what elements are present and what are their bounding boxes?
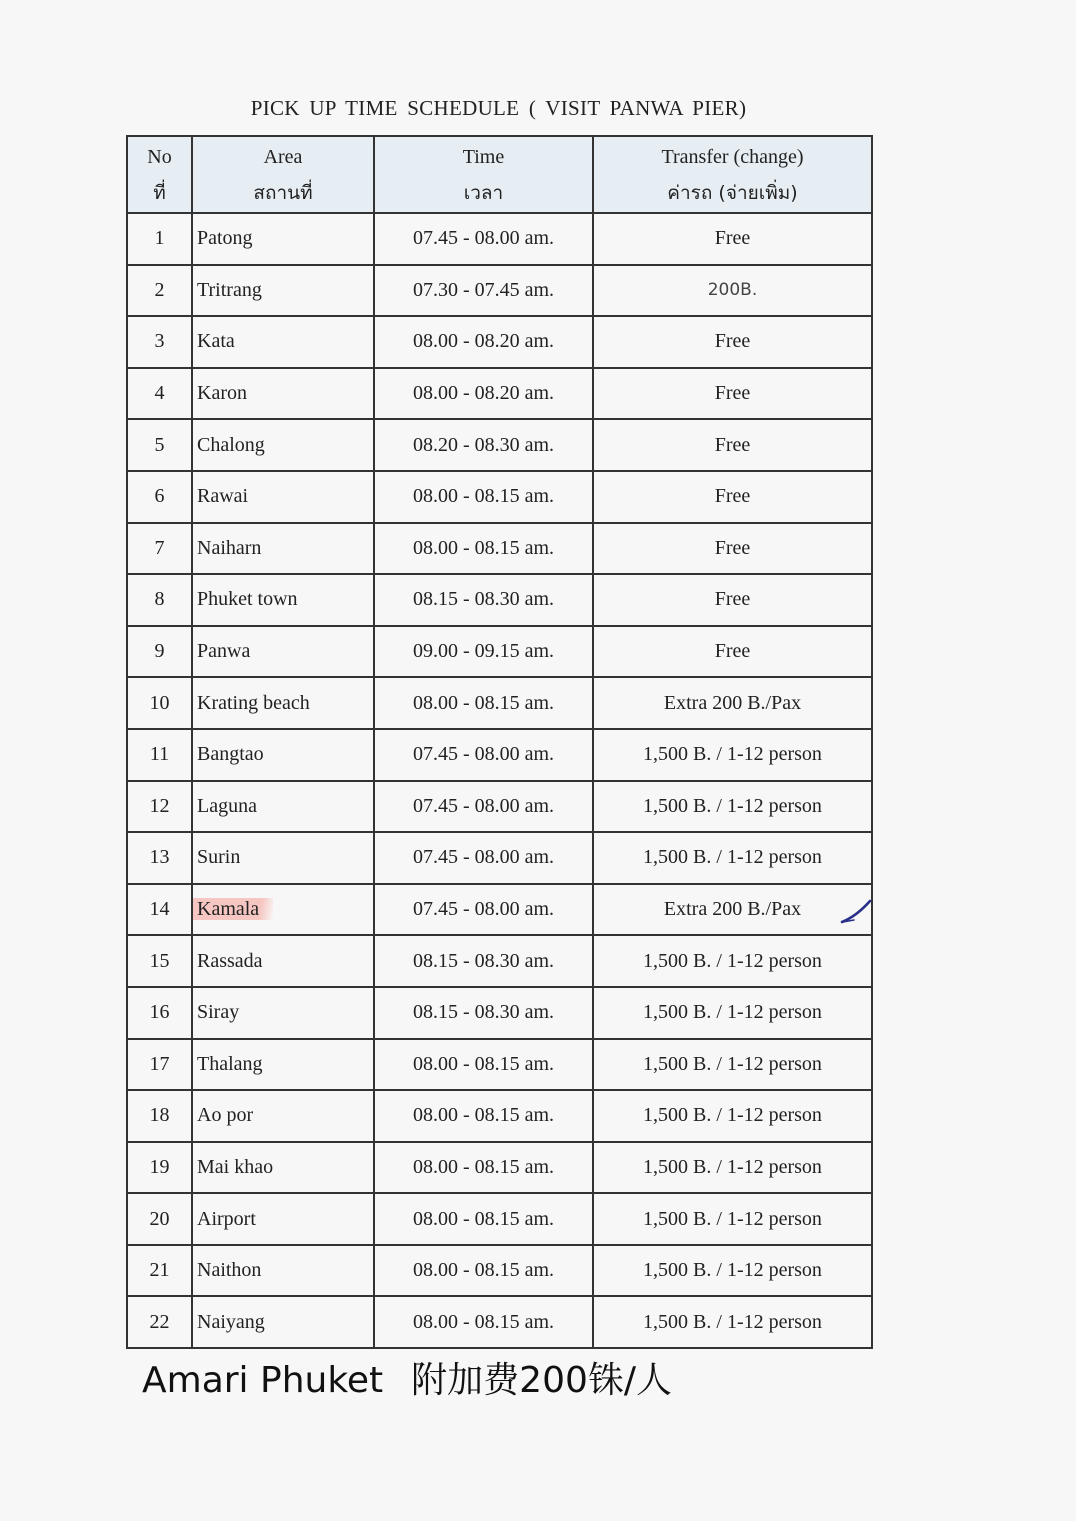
row-area-text: Naiharn bbox=[197, 536, 262, 559]
row-time-cell bbox=[374, 781, 593, 833]
row-area-text: Patong bbox=[197, 227, 253, 250]
header-time-en: Time bbox=[462, 145, 505, 168]
row-area-text: Rassada bbox=[197, 949, 263, 972]
row-no-text: 6 bbox=[154, 485, 165, 508]
row-no-cell bbox=[127, 523, 192, 575]
row-time-text: 08.00 - 08.15 am. bbox=[412, 536, 555, 559]
row-area-cell bbox=[192, 626, 374, 678]
row-no-cell bbox=[127, 316, 192, 368]
note-hotel: Amari Phuket bbox=[142, 1360, 384, 1401]
row-area-cell bbox=[192, 1296, 374, 1348]
header-fee-en: Transfer (change) bbox=[661, 145, 804, 168]
row-no-cell bbox=[127, 1245, 192, 1297]
row-time-text: 08.00 - 08.15 am. bbox=[412, 1155, 555, 1178]
row-fee-cell bbox=[593, 677, 872, 729]
header-no-th: ที่ bbox=[153, 181, 166, 204]
row-no-text: 18 bbox=[149, 1104, 170, 1127]
pen-check-mark bbox=[840, 898, 872, 926]
row-time-text: 08.00 - 08.20 am. bbox=[412, 382, 555, 405]
row-area-cell bbox=[192, 419, 374, 471]
row-area-cell bbox=[192, 987, 374, 1039]
row-no-cell bbox=[127, 1193, 192, 1245]
row-area-text: Laguna bbox=[197, 794, 257, 817]
row-area-cell bbox=[192, 523, 374, 575]
table-row bbox=[127, 419, 872, 471]
row-time-text: 08.15 - 08.30 am. bbox=[412, 588, 555, 611]
row-no-cell bbox=[127, 729, 192, 781]
row-no-cell bbox=[127, 368, 192, 420]
row-area-cell bbox=[192, 729, 374, 781]
row-time-cell bbox=[374, 935, 593, 987]
row-time-cell bbox=[374, 419, 593, 471]
row-fee-text: Free bbox=[714, 485, 751, 508]
table-row bbox=[127, 1296, 872, 1348]
row-no-cell bbox=[127, 1039, 192, 1091]
surcharge-note bbox=[142, 1352, 672, 1403]
row-fee-cell bbox=[593, 626, 872, 678]
row-no-cell bbox=[127, 781, 192, 833]
row-time-text: 07.45 - 08.00 am. bbox=[412, 743, 555, 766]
row-no-cell bbox=[127, 677, 192, 729]
row-time-cell bbox=[374, 265, 593, 317]
row-time-cell bbox=[374, 626, 593, 678]
header-no bbox=[127, 136, 192, 213]
row-no-cell bbox=[127, 471, 192, 523]
row-time-text: 08.00 - 08.15 am. bbox=[412, 1104, 555, 1127]
row-fee-text: Free bbox=[714, 330, 751, 353]
row-no-text: 11 bbox=[149, 743, 170, 766]
pickup-schedule-table bbox=[126, 135, 873, 1349]
table-row bbox=[127, 987, 872, 1039]
row-area-cell bbox=[192, 213, 374, 265]
row-time-text: 08.15 - 08.30 am. bbox=[412, 1001, 555, 1024]
row-time-text: 07.45 - 08.00 am. bbox=[412, 846, 555, 869]
row-time-cell bbox=[374, 316, 593, 368]
row-no-cell bbox=[127, 419, 192, 471]
row-fee-cell bbox=[593, 884, 872, 936]
row-fee-text: 1,500 B. / 1-12 person bbox=[643, 1310, 822, 1333]
row-area-text: Surin bbox=[197, 846, 241, 869]
row-no-text: 1 bbox=[154, 227, 165, 250]
row-no-text: 17 bbox=[149, 1052, 170, 1075]
table-row bbox=[127, 265, 872, 317]
row-area-cell bbox=[192, 1090, 374, 1142]
table-header-row bbox=[127, 136, 872, 213]
row-area-text: Krating beach bbox=[197, 691, 310, 714]
table-row bbox=[127, 781, 872, 833]
table-row bbox=[127, 471, 872, 523]
table-row bbox=[127, 884, 872, 936]
row-fee-text: Free bbox=[714, 640, 751, 663]
row-no-cell bbox=[127, 626, 192, 678]
row-area-cell bbox=[192, 471, 374, 523]
row-time-cell bbox=[374, 832, 593, 884]
row-no-text: 8 bbox=[154, 588, 165, 611]
row-no-text: 12 bbox=[149, 794, 170, 817]
row-fee-text: Extra 200 B./Pax bbox=[663, 898, 802, 921]
row-no-cell bbox=[127, 987, 192, 1039]
row-area-text: Kamala bbox=[192, 898, 273, 920]
table-row bbox=[127, 677, 872, 729]
row-no-text: 3 bbox=[154, 330, 165, 353]
row-fee-text: Extra 200 B./Pax bbox=[663, 691, 802, 714]
row-area-text: Ao por bbox=[197, 1104, 254, 1127]
row-area-text: Tritrang bbox=[197, 278, 262, 301]
table-row bbox=[127, 574, 872, 626]
row-time-text: 08.00 - 08.20 am. bbox=[412, 330, 555, 353]
row-area-text: Chalong bbox=[197, 433, 265, 456]
row-area-cell bbox=[192, 677, 374, 729]
row-no-text: 7 bbox=[154, 536, 165, 559]
table-body bbox=[127, 213, 872, 1348]
row-fee-text: Free bbox=[714, 227, 751, 250]
row-time-text: 08.00 - 08.15 am. bbox=[412, 691, 555, 714]
row-fee-cell bbox=[593, 987, 872, 1039]
table-row bbox=[127, 832, 872, 884]
row-fee-text: 1,500 B. / 1-12 person bbox=[643, 1259, 822, 1282]
row-fee-cell bbox=[593, 213, 872, 265]
row-time-text: 09.00 - 09.15 am. bbox=[412, 640, 555, 663]
row-no-cell bbox=[127, 574, 192, 626]
row-no-text: 21 bbox=[149, 1259, 170, 1282]
row-no-text: 22 bbox=[149, 1310, 170, 1333]
row-fee-text: 1,500 B. / 1-12 person bbox=[643, 1001, 822, 1024]
row-time-cell bbox=[374, 1245, 593, 1297]
row-fee-cell bbox=[593, 574, 872, 626]
row-no-cell bbox=[127, 832, 192, 884]
row-time-cell bbox=[374, 987, 593, 1039]
row-no-text: 9 bbox=[154, 640, 165, 663]
row-fee-cell bbox=[593, 1142, 872, 1194]
row-time-cell bbox=[374, 729, 593, 781]
row-fee-text: 1,500 B. / 1-12 person bbox=[643, 1104, 822, 1127]
row-area-cell bbox=[192, 884, 374, 936]
row-fee-text: 1,500 B. / 1-12 person bbox=[643, 794, 822, 817]
row-fee-cell bbox=[593, 729, 872, 781]
row-time-cell bbox=[374, 1142, 593, 1194]
row-no-text: 2 bbox=[154, 278, 165, 301]
row-fee-cell bbox=[593, 935, 872, 987]
row-fee-cell bbox=[593, 1296, 872, 1348]
row-time-cell bbox=[374, 471, 593, 523]
row-area-text: Rawai bbox=[197, 485, 249, 508]
row-area-text: Naiyang bbox=[197, 1310, 265, 1333]
row-time-cell bbox=[374, 1090, 593, 1142]
row-area-cell bbox=[192, 368, 374, 420]
row-no-cell bbox=[127, 213, 192, 265]
row-no-text: 4 bbox=[154, 382, 165, 405]
row-time-text: 08.00 - 08.15 am. bbox=[412, 1259, 555, 1282]
row-no-text: 20 bbox=[149, 1207, 170, 1230]
row-area-text: Thalang bbox=[197, 1052, 263, 1075]
row-fee-text: 1,500 B. / 1-12 person bbox=[643, 1052, 822, 1075]
row-area-cell bbox=[192, 832, 374, 884]
row-no-text: 10 bbox=[149, 691, 170, 714]
row-area-text: Naithon bbox=[197, 1259, 262, 1282]
row-area-text: Panwa bbox=[197, 640, 251, 663]
row-fee-text: Free bbox=[714, 536, 751, 559]
table-row bbox=[127, 626, 872, 678]
table-row bbox=[127, 935, 872, 987]
page-title: PICK UP TIME SCHEDULE ( VISIT PANWA PIER) bbox=[250, 96, 747, 120]
row-time-cell bbox=[374, 1039, 593, 1091]
row-no-cell bbox=[127, 1142, 192, 1194]
row-no-text: 15 bbox=[149, 949, 170, 972]
row-no-cell bbox=[127, 1090, 192, 1142]
row-time-cell bbox=[374, 884, 593, 936]
row-no-text: 14 bbox=[149, 898, 170, 921]
header-no-en: No bbox=[147, 145, 172, 168]
table-row bbox=[127, 316, 872, 368]
row-time-text: 08.00 - 08.15 am. bbox=[412, 1207, 555, 1230]
row-time-text: 08.15 - 08.30 am. bbox=[412, 949, 555, 972]
row-time-cell bbox=[374, 368, 593, 420]
header-fee bbox=[593, 136, 872, 213]
row-fee-text: Free bbox=[714, 433, 751, 456]
row-area-cell bbox=[192, 316, 374, 368]
row-fee-cell bbox=[593, 832, 872, 884]
table-row bbox=[127, 1245, 872, 1297]
row-time-text: 08.20 - 08.30 am. bbox=[412, 433, 555, 456]
row-fee-text: 1,500 B. / 1-12 person bbox=[643, 743, 822, 766]
header-area-en: Area bbox=[263, 145, 303, 168]
row-fee-text: 1,500 B. / 1-12 person bbox=[643, 949, 822, 972]
row-no-cell bbox=[127, 1296, 192, 1348]
row-fee-cell bbox=[593, 471, 872, 523]
row-time-text: 07.30 - 07.45 am. bbox=[412, 278, 555, 301]
row-area-text: Phuket town bbox=[197, 588, 298, 611]
row-area-text: Airport bbox=[197, 1207, 256, 1230]
row-time-text: 08.00 - 08.15 am. bbox=[412, 1310, 555, 1333]
row-fee-text: 200B. bbox=[707, 280, 758, 301]
row-area-cell bbox=[192, 935, 374, 987]
row-area-cell bbox=[192, 1245, 374, 1297]
table-row bbox=[127, 213, 872, 265]
row-fee-cell bbox=[593, 781, 872, 833]
row-time-cell bbox=[374, 1296, 593, 1348]
row-area-cell bbox=[192, 1039, 374, 1091]
row-area-cell bbox=[192, 1142, 374, 1194]
row-time-cell bbox=[374, 523, 593, 575]
row-fee-cell bbox=[593, 1090, 872, 1142]
row-fee-text: 1,500 B. / 1-12 person bbox=[643, 1155, 822, 1178]
header-time bbox=[374, 136, 593, 213]
table-row bbox=[127, 368, 872, 420]
row-area-cell bbox=[192, 1193, 374, 1245]
row-fee-cell bbox=[593, 316, 872, 368]
row-area-text: Mai khao bbox=[197, 1155, 274, 1178]
header-area-th: สถานที่ bbox=[253, 181, 313, 204]
row-fee-cell bbox=[593, 1245, 872, 1297]
row-no-cell bbox=[127, 884, 192, 936]
row-time-text: 08.00 - 08.15 am. bbox=[412, 485, 555, 508]
row-fee-text: Free bbox=[714, 382, 751, 405]
row-no-cell bbox=[127, 935, 192, 987]
row-time-cell bbox=[374, 677, 593, 729]
row-fee-text: 1,500 B. / 1-12 person bbox=[643, 1207, 822, 1230]
row-time-text: 08.00 - 08.15 am. bbox=[412, 1052, 555, 1075]
table-row bbox=[127, 1090, 872, 1142]
row-fee-cell bbox=[593, 419, 872, 471]
row-fee-cell bbox=[593, 1193, 872, 1245]
row-fee-cell bbox=[593, 265, 872, 317]
row-area-text: Bangtao bbox=[197, 743, 264, 766]
row-area-cell bbox=[192, 265, 374, 317]
row-area-text: Siray bbox=[197, 1001, 240, 1024]
row-no-text: 16 bbox=[149, 1001, 170, 1024]
table-row bbox=[127, 729, 872, 781]
header-area bbox=[192, 136, 374, 213]
row-fee-text: Free bbox=[714, 588, 751, 611]
row-time-cell bbox=[374, 213, 593, 265]
table-row bbox=[127, 1039, 872, 1091]
row-time-text: 07.45 - 08.00 am. bbox=[412, 227, 555, 250]
row-area-text: Karon bbox=[197, 382, 247, 405]
note-surcharge: 附加费200铢/人 bbox=[411, 1360, 673, 1401]
table-row bbox=[127, 523, 872, 575]
row-no-text: 5 bbox=[154, 433, 165, 456]
row-no-text: 13 bbox=[149, 846, 170, 869]
row-time-text: 07.45 - 08.00 am. bbox=[412, 794, 555, 817]
row-fee-text: 1,500 B. / 1-12 person bbox=[643, 846, 822, 869]
row-area-cell bbox=[192, 781, 374, 833]
table-row bbox=[127, 1142, 872, 1194]
table-row bbox=[127, 1193, 872, 1245]
row-time-cell bbox=[374, 574, 593, 626]
row-time-cell bbox=[374, 1193, 593, 1245]
header-time-th: เวลา bbox=[463, 181, 504, 204]
row-time-text: 07.45 - 08.00 am. bbox=[412, 898, 555, 921]
row-fee-cell bbox=[593, 368, 872, 420]
header-fee-th: ค่ารถ (จ่ายเพิ่ม) bbox=[667, 181, 798, 204]
row-no-text: 19 bbox=[149, 1155, 170, 1178]
row-no-cell bbox=[127, 265, 192, 317]
row-area-cell bbox=[192, 574, 374, 626]
row-area-text: Kata bbox=[197, 330, 235, 353]
row-fee-cell bbox=[593, 523, 872, 575]
row-fee-cell bbox=[593, 1039, 872, 1091]
